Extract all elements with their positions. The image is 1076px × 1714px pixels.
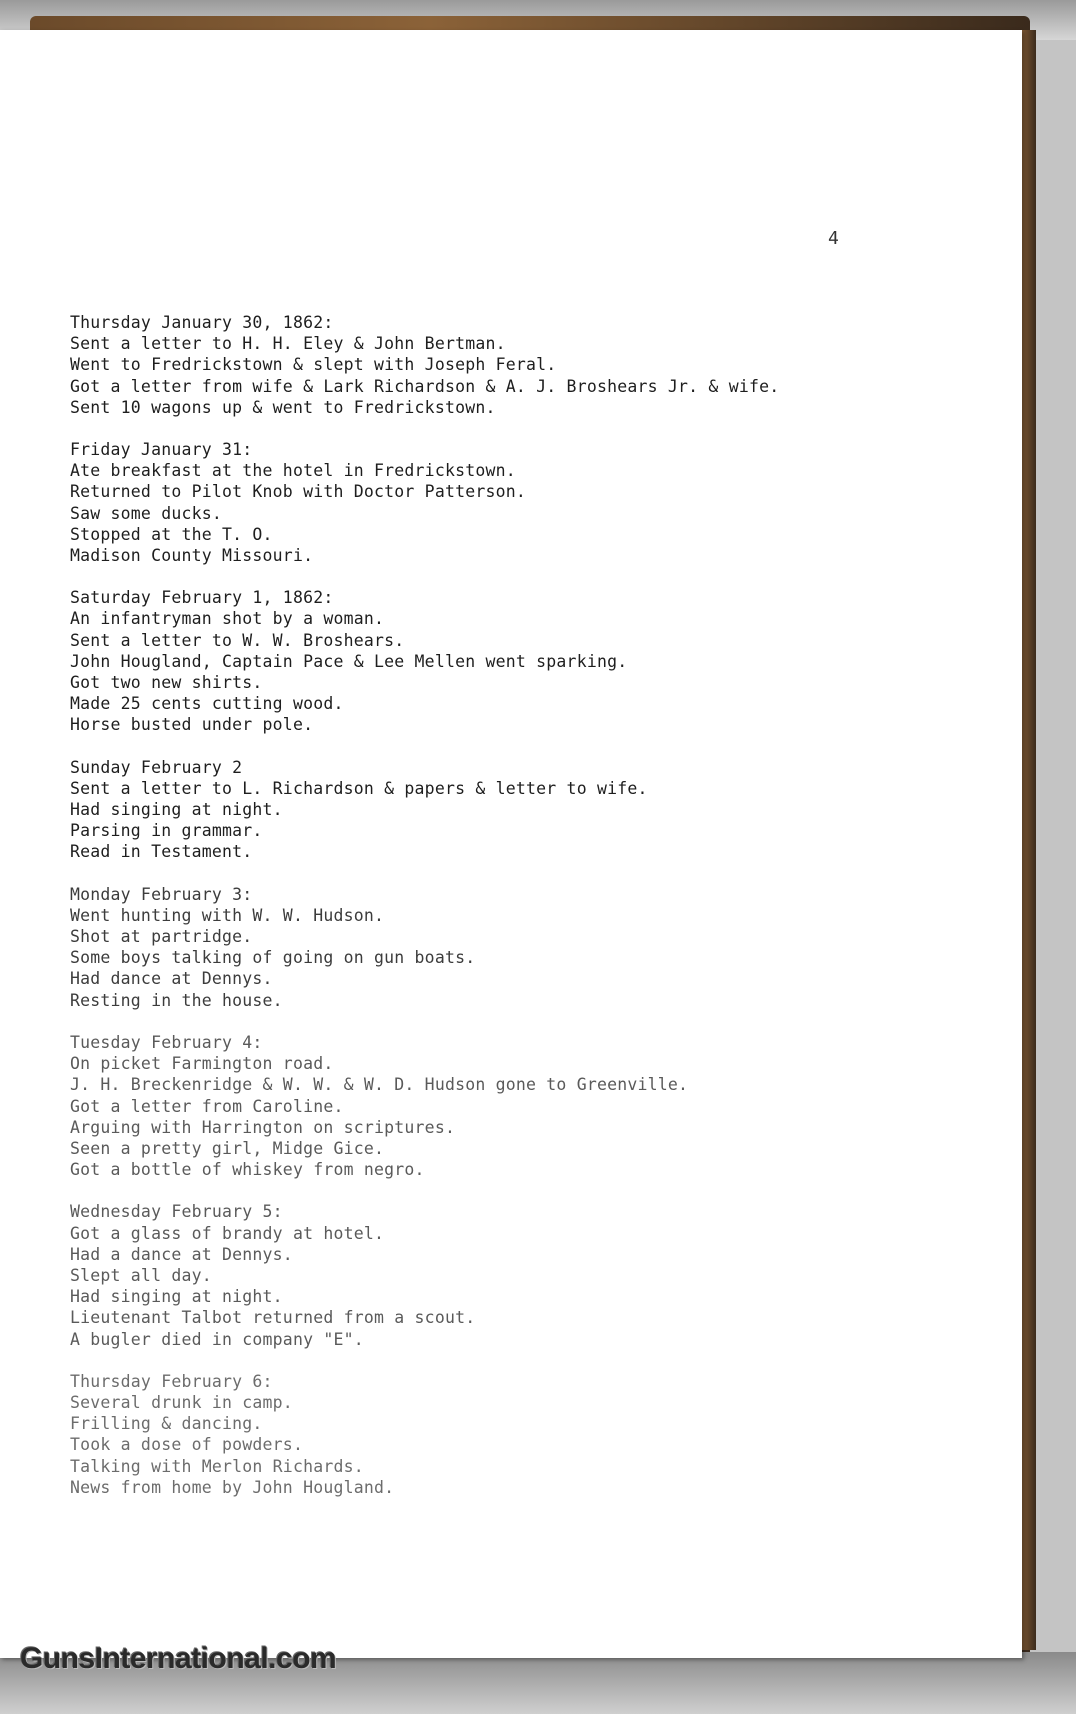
diary-entry xyxy=(70,587,970,735)
entry-line: Saw some ducks. xyxy=(70,503,223,523)
diary-entry xyxy=(70,1201,970,1349)
diary-page xyxy=(0,30,1022,1658)
entry-line: Sent 10 wagons up & went to Fredrickstown. xyxy=(70,397,496,417)
page-number: 4 xyxy=(828,228,839,249)
entry-heading: Thursday February 6: xyxy=(70,1371,273,1391)
entry-heading: Saturday February 1, 1862: xyxy=(70,588,334,608)
entry-line: Got a letter from wife & Lark Richardson & A. J. Broshears Jr. & wife. xyxy=(70,376,780,396)
entry-line: Took a dose of powders. xyxy=(70,1435,304,1455)
entry-line: On picket Farmington road. xyxy=(70,1054,334,1074)
entry-line: A bugler died in company "E". xyxy=(70,1329,364,1349)
diary-entry xyxy=(70,1371,970,1498)
entry-line: John Hougland, Captain Pace & Lee Mellen went sparking. xyxy=(70,651,628,671)
entry-line: Got a letter from Caroline. xyxy=(70,1096,344,1116)
diary-entry xyxy=(70,312,970,418)
entry-line: Slept all day. xyxy=(70,1265,212,1285)
entry-line: Sent a letter to L. Richardson & papers & letter to wife. xyxy=(70,778,648,798)
entry-line: J. H. Breckenridge & W. W. & W. D. Hudson gone to Greenville. xyxy=(70,1075,689,1095)
entry-line: Sent a letter to W. W. Broshears. xyxy=(70,630,405,650)
entry-line: Went to Fredrickstown & slept with Joseph Feral. xyxy=(70,355,557,375)
entry-line: Made 25 cents cutting wood. xyxy=(70,694,344,714)
diary-entry xyxy=(70,439,970,566)
entry-line: Stopped at the T. O. xyxy=(70,524,273,544)
entry-line: Had singing at night. xyxy=(70,1287,283,1307)
entry-line: Horse busted under pole. xyxy=(70,715,314,735)
entry-heading: Tuesday February 4: xyxy=(70,1032,263,1052)
entry-line: Seen a pretty girl, Midge Gice. xyxy=(70,1138,385,1158)
entry-line: Lieutenant Talbot returned from a scout. xyxy=(70,1308,476,1328)
entry-line: Returned to Pilot Knob with Doctor Patterson. xyxy=(70,482,527,502)
entry-line: Got two new shirts. xyxy=(70,673,263,693)
entry-line: Parsing in grammar. xyxy=(70,821,263,841)
entry-line: Had a dance at Dennys. xyxy=(70,1244,293,1264)
entry-heading: Monday February 3: xyxy=(70,884,253,904)
entry-heading: Wednesday February 5: xyxy=(70,1202,283,1222)
entry-line: Arguing with Harrington on scriptures. xyxy=(70,1117,456,1137)
entry-line: Shot at partridge. xyxy=(70,927,253,947)
entry-line: Madison County Missouri. xyxy=(70,546,314,566)
entry-line: An infantryman shot by a woman. xyxy=(70,609,385,629)
entry-line: Got a bottle of whiskey from negro. xyxy=(70,1160,425,1180)
entry-heading: Friday January 31: xyxy=(70,440,253,460)
watermark-logo: GunsInternational.com xyxy=(20,1642,337,1675)
entry-line: News from home by John Hougland. xyxy=(70,1477,395,1497)
diary-entries xyxy=(70,312,970,1519)
entry-line: Talking with Merlon Richards. xyxy=(70,1456,364,1476)
entry-line: Sent a letter to H. H. Eley & John Bertman. xyxy=(70,334,506,354)
entry-line: Resting in the house. xyxy=(70,990,283,1010)
diary-entry xyxy=(70,1032,970,1180)
entry-heading: Thursday January 30, 1862: xyxy=(70,313,334,332)
entry-line: Got a glass of brandy at hotel. xyxy=(70,1223,385,1243)
entry-heading: Sunday February 2 xyxy=(70,757,243,777)
entry-line: Frilling & dancing. xyxy=(70,1414,263,1434)
diary-entry xyxy=(70,757,970,863)
entry-line: Ate breakfast at the hotel in Fredrickstown. xyxy=(70,461,516,481)
entry-line: Some boys talking of going on gun boats. xyxy=(70,948,476,968)
entry-line: Several drunk in camp. xyxy=(70,1392,293,1412)
diary-entry xyxy=(70,884,970,1011)
entry-line: Had dance at Dennys. xyxy=(70,969,273,989)
entry-line: Had singing at night. xyxy=(70,800,283,820)
entry-line: Went hunting with W. W. Hudson. xyxy=(70,905,385,925)
entry-line: Read in Testament. xyxy=(70,842,253,862)
